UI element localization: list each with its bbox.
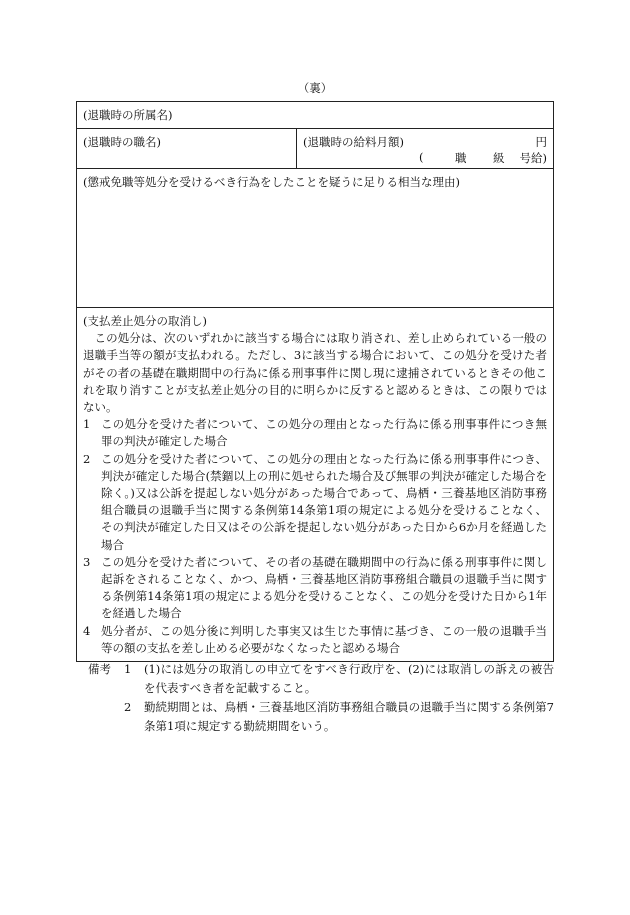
cancellation-item [83, 451, 547, 554]
reason-label: (懲戒免職等処分を受けるべき行為をしたことを疑うに足りる相当な理由) [83, 175, 460, 189]
cancellation-item [83, 416, 547, 450]
disposition-form-back [76, 101, 554, 662]
notes-label-spacer [88, 698, 124, 736]
cancellation-item-number: 1 [83, 417, 91, 432]
grade-shoku: 職 [455, 151, 467, 165]
grade-open-paren: ( [419, 150, 424, 164]
cancellation-item-number: 3 [83, 554, 91, 569]
salary-cell [297, 129, 553, 168]
job-title-label: (退職時の職名) [83, 135, 161, 149]
salary-label: (退職時の給料月額) [303, 135, 404, 149]
cancellation-item-text: この処分を受けた者について、この処分の理由となった行為に係る刑事事件につき無罪の判決が確定した場合 [101, 417, 547, 449]
grade-line [303, 150, 547, 164]
cancellation-item-number: 2 [83, 451, 91, 466]
cancellation-item-number: 4 [83, 623, 91, 638]
notes-label: 備考 [88, 662, 111, 676]
note-number: 1 [124, 662, 132, 676]
cancellation-intro: この処分は、次のいずれかに該当する場合には取り消され、差し止められている一般の退職手当等の額が支払われる。ただし、3に該当する場合において、この処分を受けた者がその者の基礎在職期間中の行為に係る刑事事件に関し現に逮捕されているときその他これを取り消すことが支払差止処分の目的に明らかに反すると認めるときは、この限りではない。 [83, 331, 547, 415]
cancellation-item-text: この処分を受けた者について、この処分の理由となった行為に係る刑事事件につき、判決が確定した場合(禁錮以上の刑に処せられた場合及び無罪の判決が確定した場合を除く。)又は公訴を提起しない処分があった場合であって、鳥栖・三養基地区消防事務組合職員の退職手当に関する条例第14条第1項の規定による処分を受けることなく、その判決が確定した日又はその公訴を提起しない処分があった日から6か月を経過した場合 [101, 451, 547, 552]
note-text: 勤続期間とは、鳥栖・三養基地区消防事務組合職員の退職手当に関する条例第7条第1項に規定する勤続期間をいう。 [144, 700, 554, 733]
cancellation-item-text: この処分を受けた者について、その者の基礎在職期間中の行為に係る刑事事件に関し起訴をされることなく、かつ、鳥栖・三養基地区消防事務組合職員の退職手当に関する条例第14条第1項の規定による処分を受けることなく、この処分を受けた日から1年を経過した場合 [101, 554, 547, 621]
cancellation-item [83, 623, 547, 657]
job-salary-row [77, 129, 553, 169]
cancellation-row [77, 308, 553, 661]
note-text: (1)には処分の取消しの申立てをすべき行政庁を、(2)には取消しの訴えの被告を代表すべき者を記載すること。 [144, 662, 554, 695]
job-title-cell [77, 129, 297, 168]
page-heading: （裏） [297, 81, 333, 95]
note-number: 2 [124, 700, 132, 714]
note-item [88, 698, 554, 736]
grade-kyu: 級 [493, 151, 505, 165]
reason-row [77, 169, 553, 308]
cancellation-label: (支払差止処分の取消し) [83, 314, 207, 328]
salary-unit: 円 [535, 135, 547, 149]
affiliation-label: (退職時の所属名) [83, 108, 173, 122]
cancellation-item-text: 処分者が、この処分後に判明した事実又は生じた事情に基づき、この一般の退職手当等の額の支払を差し止める必要がなくなったと認める場合 [101, 623, 547, 655]
grade-gokyu: 号給) [519, 151, 547, 165]
affiliation-row [77, 102, 553, 129]
note-item [88, 660, 554, 698]
notes-section [88, 660, 554, 736]
cancellation-item [83, 554, 547, 623]
